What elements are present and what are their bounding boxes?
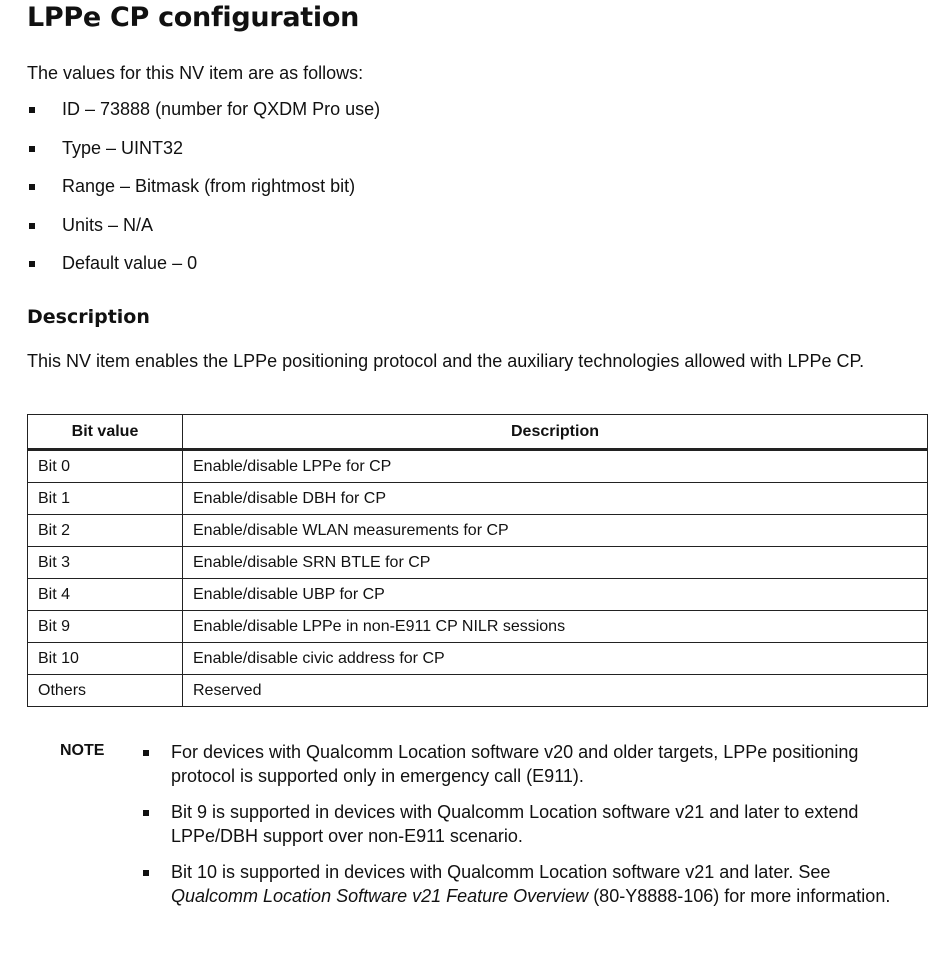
table-row — [28, 450, 928, 483]
bit-cell: Bit 2 — [28, 515, 183, 547]
table-row — [28, 547, 928, 579]
list-item-text: ID – 73888 (number for QXDM Pro use) — [62, 99, 381, 119]
table-row — [28, 611, 928, 643]
section-heading: Description — [27, 306, 150, 328]
bullet-icon — [29, 184, 35, 190]
intro-text: The values for this NV item are as follows: — [27, 63, 364, 83]
description-cell: Enable/disable DBH for CP — [183, 483, 928, 515]
column-header-bit-value: Bit value — [28, 415, 183, 450]
table-row — [28, 515, 928, 547]
bit-cell: Bit 0 — [28, 450, 183, 483]
table-row — [28, 643, 928, 675]
note-item — [143, 800, 903, 848]
note-text: Bit 9 is supported in devices with Qualcomm Location software v21 and later to extend LPPe/DBH support over non-E911 scenario. — [171, 802, 859, 846]
note-text-pre: Bit 10 is supported in devices with Qualcomm Location software v21 and later. See — [171, 862, 831, 882]
description-cell: Reserved — [183, 675, 928, 707]
bit-cell: Bit 1 — [28, 483, 183, 515]
bullet-icon — [29, 146, 35, 152]
nv-values-list — [27, 94, 380, 287]
bit-cell: Bit 9 — [28, 611, 183, 643]
note-label: NOTE — [60, 742, 105, 759]
description-cell: Enable/disable civic address for CP — [183, 643, 928, 675]
table-row — [28, 483, 928, 515]
bullet-icon — [29, 261, 35, 267]
bit-cell: Others — [28, 675, 183, 707]
list-item-text: Units – N/A — [62, 214, 154, 235]
description-cell: Enable/disable UBP for CP — [183, 579, 928, 611]
list-item — [27, 248, 380, 287]
list-item — [27, 210, 380, 249]
bullet-icon — [143, 870, 149, 876]
bullet-icon — [143, 810, 149, 816]
list-item-text: Default value – 0 — [62, 253, 198, 273]
note-item — [143, 740, 903, 788]
list-item-text: Type – UINT32 — [62, 137, 184, 158]
table-row — [28, 579, 928, 611]
description-cell: Enable/disable LPPe for CP — [183, 450, 928, 483]
description-cell: Enable/disable LPPe in non-E911 CP NILR sessions — [183, 611, 928, 643]
table-header-row — [28, 415, 928, 450]
table-row — [28, 675, 928, 707]
bullet-icon — [143, 750, 149, 756]
description-text: This NV item enables the LPPe positioning protocol and the auxiliary technologies allowed with LPPe CP. — [27, 351, 865, 371]
bullet-icon — [29, 223, 35, 229]
bullet-icon — [29, 107, 35, 113]
description-cell: Enable/disable SRN BTLE for CP — [183, 547, 928, 579]
bit-cell: Bit 4 — [28, 579, 183, 611]
bit-cell: Bit 3 — [28, 547, 183, 579]
note-item — [143, 860, 903, 908]
bit-table — [27, 414, 928, 707]
column-header-description: Description — [183, 415, 928, 450]
list-item-text: Range – Bitmask (from rightmost bit) — [62, 176, 356, 196]
description-cell: Enable/disable WLAN measurements for CP — [183, 515, 928, 547]
note-text-post: (80-Y8888-106) for more information. — [588, 886, 891, 906]
list-item — [27, 171, 380, 210]
note-list — [143, 740, 903, 920]
page-title: LPPe CP configuration — [27, 2, 359, 33]
list-item — [27, 94, 380, 133]
bit-cell: Bit 10 — [28, 643, 183, 675]
note-text: For devices with Qualcomm Location software v20 and older targets, LPPe positioning protocol is supported only in emergency call (E911). — [171, 742, 859, 786]
document-reference-title: Qualcomm Location Software v21 Feature Overview — [171, 886, 589, 906]
list-item — [27, 133, 380, 172]
